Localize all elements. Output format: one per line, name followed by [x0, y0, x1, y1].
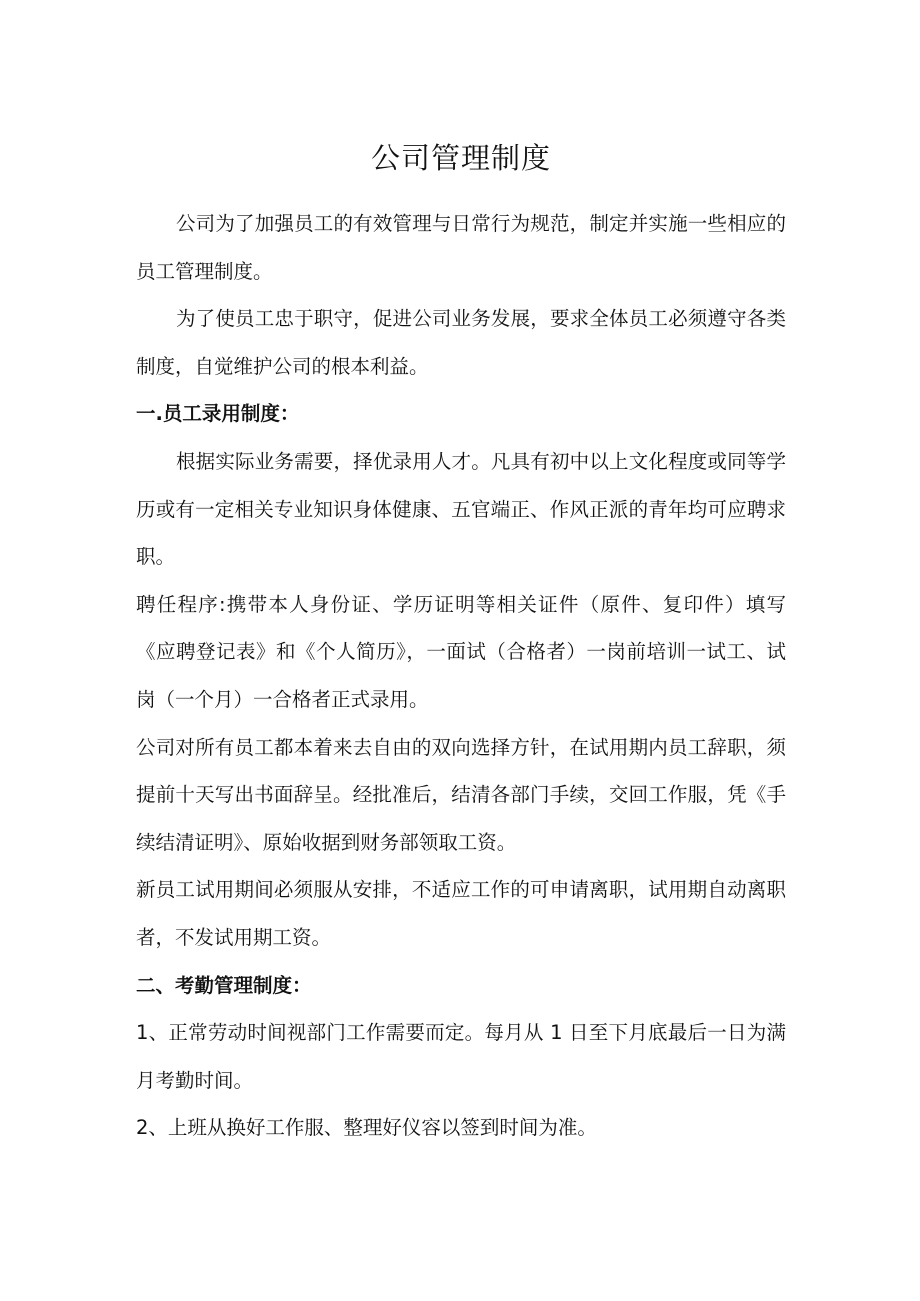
resignation-paragraph: 公司对所有员工都本着来去自由的双向选择方针，在试用期内员工辞职，须提前十天写出书面辞呈。经批准后，结清各部门手续，交回工作服，凭《手续结清证明》、原始收据到财务部领取工资。	[136, 735, 786, 854]
intro-paragraph: 公司为了加强员工的有效管理与日常行为规范，制定并实施一些相应的员工管理制度。	[136, 212, 786, 283]
document-page	[136, 136, 786, 1152]
probation-paragraph: 新员工试用期间必须服从安排，不适应工作的可申请离职，试用期自动离职者，不发试用期工资。	[136, 878, 786, 949]
attendance-item-1: 1、正常劳动时间视部门工作需要而定。每月从 1 日至下月底最后一日为满月考勤时间。	[136, 1021, 786, 1092]
section-heading-attendance: 二、考勤管理制度：	[136, 973, 312, 997]
hiring-procedure-paragraph: 聘任程序:携带本人身份证、学历证明等相关证件（原件、复印件）填写《应聘登记表》和《个人简历》，一面试（合格者）一岗前培训一试工、试岗（一个月）一合格者正式录用。	[136, 592, 786, 711]
attendance-item-2: 2、上班从换好工作服、整理好仪容以签到时间为准。	[136, 1116, 597, 1140]
document-title: 公司管理制度	[370, 141, 551, 175]
section-heading-hiring: 一.员工录用制度：	[136, 402, 300, 426]
hiring-criteria-paragraph: 根据实际业务需要，择优录用人才。凡具有初中以上文化程度或同等学历或有一定相关专业知识身体健康、五官端正、作风正派的青年均可应聘求职。	[136, 449, 786, 569]
purpose-paragraph: 为了使员工忠于职守，促进公司业务发展，要求全体员工必须遵守各类制度，自觉维护公司的根本利益。	[136, 307, 786, 378]
